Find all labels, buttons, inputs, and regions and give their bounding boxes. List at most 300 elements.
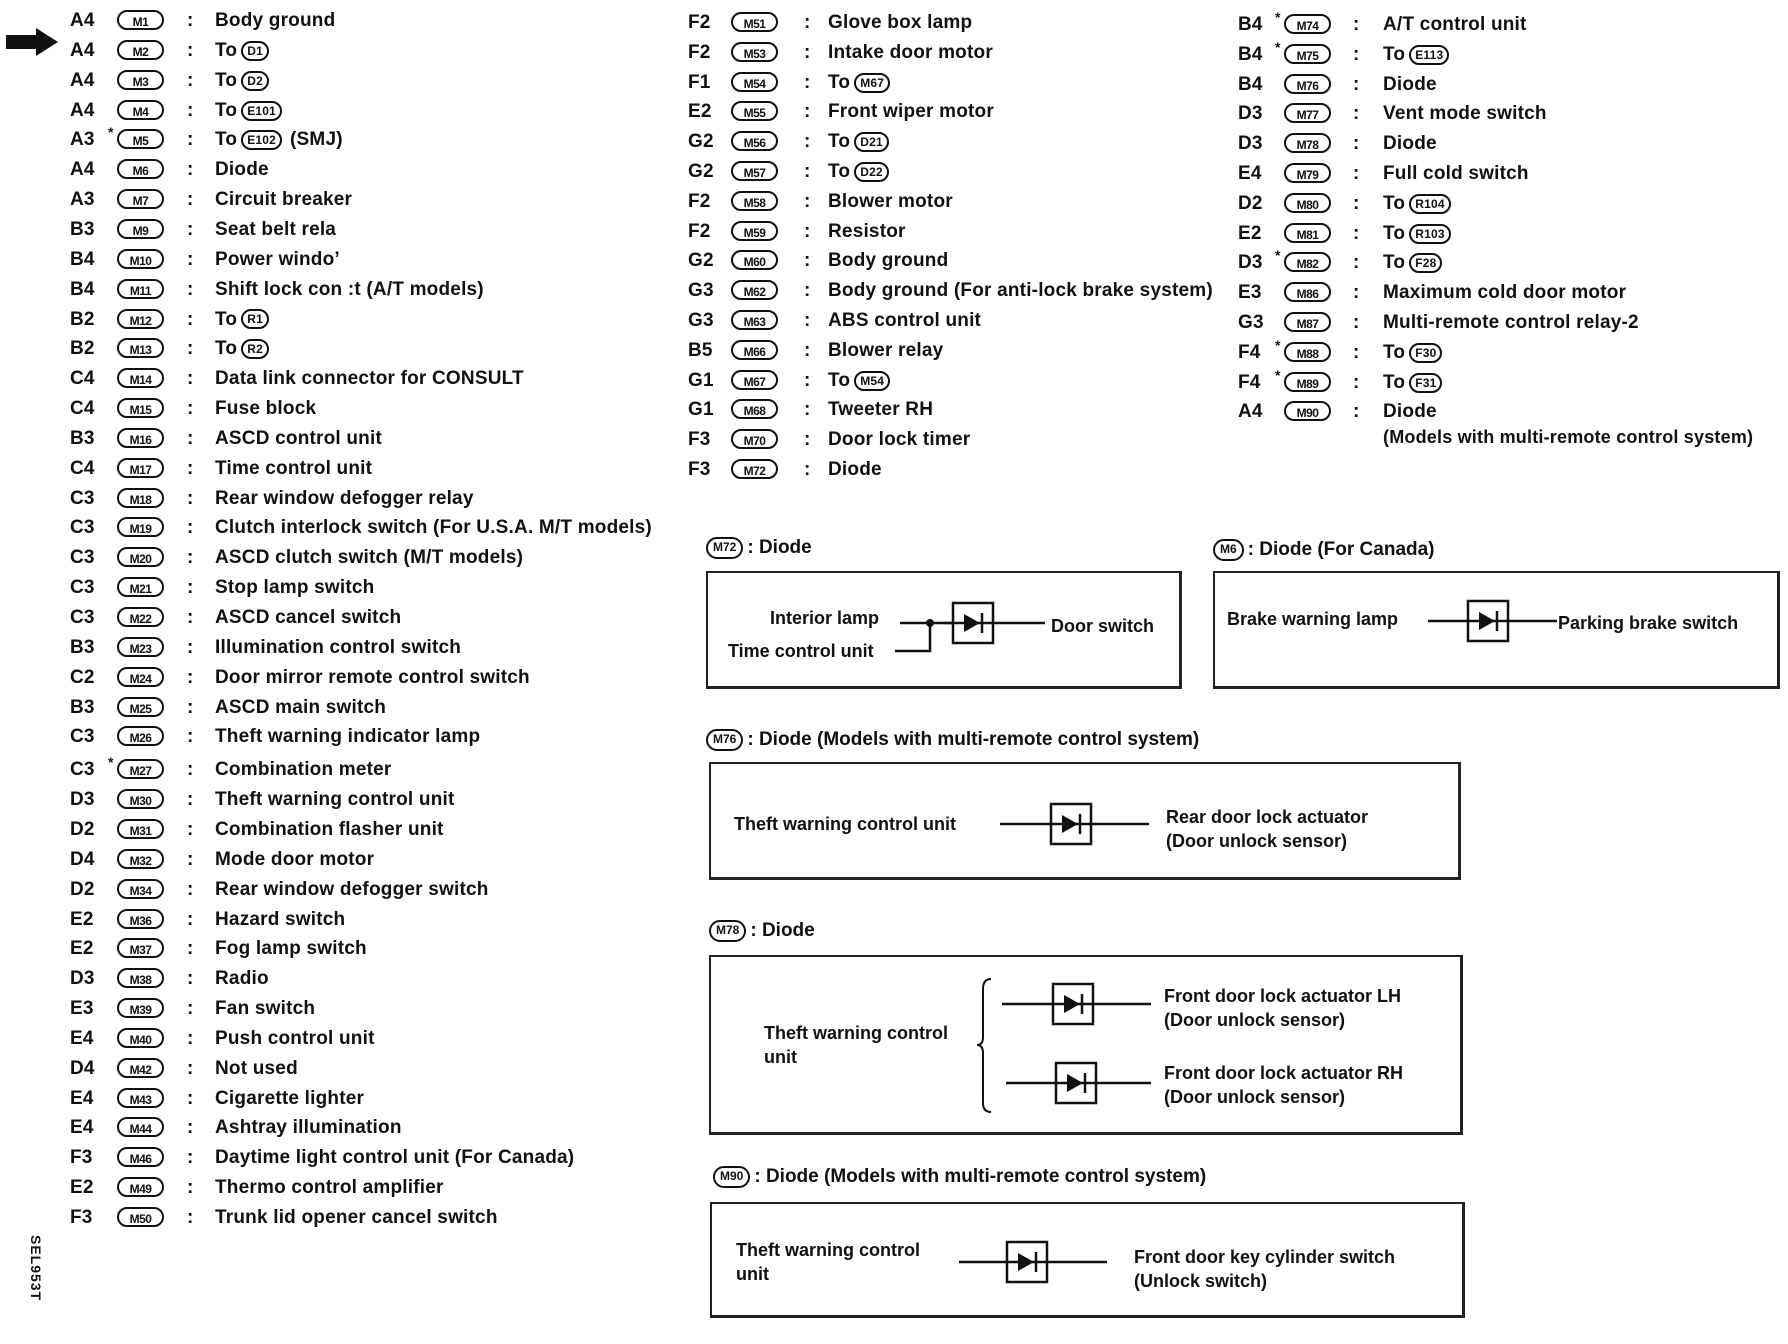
diagram-m76 xyxy=(709,762,1461,880)
connector-row xyxy=(70,695,710,721)
connector-row xyxy=(688,99,1248,125)
description-text: Theft warning indicator lamp xyxy=(215,726,481,748)
grid-reference: B4 xyxy=(1238,43,1263,65)
diagram-m90-title: M90 : Diode (Models with multi-remote control system) xyxy=(713,1166,1206,1188)
connector-row xyxy=(70,1026,710,1052)
diode-symbol xyxy=(708,573,1184,691)
separator: : xyxy=(804,250,811,272)
description-text: Illumination control switch xyxy=(215,636,462,658)
connector-badge: M36 xyxy=(117,909,164,929)
connector-badge: M18 xyxy=(117,488,164,508)
separator: : xyxy=(187,189,194,211)
grid-reference: E2 xyxy=(688,101,712,123)
connector-description xyxy=(1383,310,1639,336)
target-connector-badge: E101 xyxy=(241,101,282,121)
connector-description xyxy=(215,907,345,933)
connector-badge: M43 xyxy=(117,1088,164,1108)
description-note: (Models with multi-remote control system) xyxy=(1383,427,1754,448)
connector-description xyxy=(828,159,889,185)
diagram-label: unit xyxy=(736,1264,769,1284)
description-text: To xyxy=(1383,192,1406,214)
diagram-label: Interior lamp xyxy=(770,608,880,628)
connector-badge: M68 xyxy=(731,399,778,419)
grid-reference: C3 xyxy=(70,577,95,599)
separator: : xyxy=(187,878,194,900)
connector-description xyxy=(215,396,316,422)
separator: : xyxy=(1353,312,1360,333)
separator: : xyxy=(804,339,811,361)
connector-badge: M13 xyxy=(117,338,164,358)
connector-row xyxy=(688,219,1248,245)
connector-badge: M4 xyxy=(117,100,164,120)
connector-description xyxy=(828,40,993,66)
connector-description xyxy=(215,635,461,661)
diagram-m72-title: M72 : Diode xyxy=(706,537,812,559)
separator: : xyxy=(187,1117,194,1139)
description-text: Seat belt rela xyxy=(215,218,337,240)
grid-reference: E4 xyxy=(1238,163,1262,184)
description-text: Tweeter RH xyxy=(828,399,934,421)
connector-badge: M79 xyxy=(1284,163,1331,183)
connector-row xyxy=(70,98,710,124)
connector-description xyxy=(215,127,343,153)
diode-symbol xyxy=(712,1204,1467,1320)
separator: : xyxy=(187,998,194,1020)
asterisk-marker: * xyxy=(1275,9,1281,25)
connector-badge: M30 xyxy=(117,789,164,809)
diagram-label: Rear door lock actuator xyxy=(1166,807,1369,827)
separator: : xyxy=(187,818,194,840)
description-text: To xyxy=(1383,341,1406,363)
connector-row xyxy=(70,605,710,631)
description-text: Diode xyxy=(828,459,882,480)
diagram-label: Brake warning lamp xyxy=(1227,609,1399,629)
diagram-m6 xyxy=(1213,571,1780,689)
connector-description xyxy=(1383,399,1754,448)
connector-description xyxy=(828,189,953,215)
connector-description xyxy=(1383,161,1529,187)
grid-reference: D2 xyxy=(70,878,95,900)
grid-reference: C3 xyxy=(70,726,95,748)
connector-row xyxy=(1238,191,1786,217)
connector-description xyxy=(215,575,374,601)
connector-row xyxy=(1238,101,1786,127)
target-connector-badge: D21 xyxy=(854,132,889,152)
connector-badge: M23 xyxy=(117,637,164,657)
separator: : xyxy=(187,636,194,658)
grid-reference: B3 xyxy=(70,636,95,658)
connector-description xyxy=(215,247,340,273)
connector-description xyxy=(215,966,269,992)
connector-badge: M10 xyxy=(117,249,164,269)
separator: : xyxy=(1353,103,1360,125)
grid-reference: F3 xyxy=(688,429,711,451)
connector-description xyxy=(828,338,943,364)
target-connector-badge: M54 xyxy=(854,371,890,391)
grid-reference: E2 xyxy=(70,1177,94,1199)
target-connector-badge: D2 xyxy=(241,71,269,91)
diagram-label: Parking brake switch xyxy=(1558,613,1739,633)
separator: : xyxy=(1353,192,1360,214)
separator: : xyxy=(804,369,811,391)
separator: : xyxy=(187,278,194,300)
description-text: Diode xyxy=(1383,133,1437,155)
diagram-label: unit xyxy=(764,1047,797,1067)
connector-row xyxy=(70,936,710,962)
separator: : xyxy=(187,129,194,151)
separator: : xyxy=(187,696,194,718)
connector-row xyxy=(70,817,710,843)
diode-symbol xyxy=(1215,573,1782,691)
description-text: ASCD main switch xyxy=(215,696,387,718)
separator: : xyxy=(187,1207,194,1228)
connector-row xyxy=(70,787,710,813)
connector-description xyxy=(828,129,889,155)
diagram-label: Door switch xyxy=(1051,616,1155,636)
connector-row xyxy=(70,247,710,273)
diagram-m90 xyxy=(710,1202,1465,1318)
grid-reference: D2 xyxy=(1238,192,1263,214)
arrow-right-icon xyxy=(6,28,58,56)
connector-row xyxy=(70,847,710,873)
connector-row xyxy=(1238,336,1786,366)
connector-description xyxy=(215,38,269,64)
connector-badge: M31 xyxy=(117,819,164,839)
grid-reference: F3 xyxy=(70,1147,93,1169)
connector-badge: M39 xyxy=(117,998,164,1018)
description-text: Maximum cold door motor xyxy=(1383,282,1627,304)
connector-badge: M16 xyxy=(117,428,164,448)
description-text: Rear window defogger switch xyxy=(215,878,489,900)
connector-badge: M38 xyxy=(117,968,164,988)
description-text: ABS control unit xyxy=(828,310,982,331)
grid-reference: B5 xyxy=(688,339,713,361)
connector-description xyxy=(215,486,474,512)
connector-badge: M54 xyxy=(731,72,778,92)
diagram-m72 xyxy=(706,571,1182,689)
diagram-label: (Unlock switch) xyxy=(1134,1271,1268,1291)
connector-description xyxy=(215,98,282,124)
description-text: To xyxy=(215,69,238,91)
connector-badge: M22 xyxy=(117,607,164,627)
connector-badge: M67 xyxy=(731,370,778,390)
connector-row xyxy=(1238,247,1786,276)
grid-reference: C4 xyxy=(70,398,95,420)
connector-description xyxy=(215,277,484,303)
connector-row xyxy=(688,70,1248,96)
grid-reference: F2 xyxy=(688,190,711,212)
grid-reference: C3 xyxy=(70,759,95,781)
connector-description xyxy=(215,68,269,94)
grid-reference: F3 xyxy=(688,459,711,480)
description-text: Full cold switch xyxy=(1383,163,1529,184)
target-connector-badge: R2 xyxy=(241,339,269,359)
connector-badge: M86 xyxy=(1284,282,1331,302)
separator: : xyxy=(187,1027,194,1049)
separator: : xyxy=(1353,163,1360,184)
description-text: Data link connector for CONSULT xyxy=(215,368,524,390)
grid-reference: D3 xyxy=(70,789,95,811)
connector-badge: M63 xyxy=(731,310,778,330)
separator: : xyxy=(804,310,811,331)
separator: : xyxy=(187,487,194,509)
description-text: Door mirror remote control switch xyxy=(215,666,530,688)
separator: : xyxy=(1353,341,1360,363)
grid-reference: G2 xyxy=(688,131,714,153)
connector-row xyxy=(688,159,1248,185)
grid-reference: F2 xyxy=(688,220,711,242)
separator: : xyxy=(1353,282,1360,304)
connector-badge: M87 xyxy=(1284,312,1331,332)
connector-badge: M14 xyxy=(117,368,164,388)
connector-badge: M72 xyxy=(706,537,743,559)
diagram-label: (Door unlock sensor) xyxy=(1164,1010,1346,1030)
connector-row xyxy=(70,38,710,64)
connector-description xyxy=(215,1205,498,1231)
connector-badge: M24 xyxy=(117,667,164,687)
separator: : xyxy=(1353,73,1360,95)
grid-reference: F4 xyxy=(1238,371,1261,393)
target-connector-badge: R104 xyxy=(1409,194,1451,214)
connector-description xyxy=(1383,370,1442,396)
connector-row xyxy=(688,278,1248,304)
grid-reference: C2 xyxy=(70,666,95,688)
separator: : xyxy=(804,190,811,212)
connector-badge: M76 xyxy=(706,729,743,751)
description-text: Door lock timer xyxy=(828,429,971,451)
connector-badge: M72 xyxy=(731,459,778,479)
connector-description xyxy=(215,336,269,362)
connector-description xyxy=(828,457,882,483)
diagram-label: (Door unlock sensor) xyxy=(1166,831,1348,851)
description-text: Multi-remote control relay-2 xyxy=(1383,312,1639,333)
description-text: ASCD control unit xyxy=(215,427,382,449)
grid-reference: E3 xyxy=(1238,282,1262,304)
connector-description xyxy=(215,605,401,631)
connector-row xyxy=(70,877,710,903)
diagram-label: Front door lock actuator RH xyxy=(1164,1063,1404,1083)
connector-row xyxy=(70,575,710,601)
connector-description xyxy=(215,515,652,541)
description-text: Fuse block xyxy=(215,398,317,420)
connector-row xyxy=(70,456,710,482)
connector-badge: M40 xyxy=(117,1028,164,1048)
separator: : xyxy=(187,759,194,781)
description-text: Blower motor xyxy=(828,190,953,212)
separator: : xyxy=(187,547,194,569)
grid-reference: E2 xyxy=(70,908,94,930)
description-text: Diode xyxy=(215,159,269,181)
connector-badge: M25 xyxy=(117,697,164,717)
separator: : xyxy=(187,789,194,811)
description-text: ASCD cancel switch xyxy=(215,607,402,628)
asterisk-marker: * xyxy=(1275,336,1281,353)
separator: : xyxy=(804,101,811,123)
connector-description xyxy=(215,307,269,333)
connector-row xyxy=(70,396,710,422)
description-text: Daytime light control unit (For Canada) xyxy=(215,1147,575,1169)
separator: : xyxy=(187,39,194,61)
connector-row xyxy=(688,427,1248,453)
target-connector-badge: M67 xyxy=(854,73,890,93)
connector-row xyxy=(70,665,710,691)
connector-description xyxy=(1383,42,1449,68)
description-text: Rear window defogger relay xyxy=(215,487,474,509)
grid-reference: A3 xyxy=(70,129,95,151)
connector-badge: M3 xyxy=(117,70,164,90)
connector-row xyxy=(70,68,710,94)
separator: : xyxy=(804,280,811,302)
separator: : xyxy=(187,457,194,479)
connector-description xyxy=(215,426,382,452)
connector-description xyxy=(215,366,524,392)
separator: : xyxy=(187,69,194,91)
connector-description xyxy=(1383,221,1451,247)
connector-badge: M60 xyxy=(731,250,778,270)
target-connector-badge: F28 xyxy=(1409,253,1442,273)
connector-row xyxy=(688,338,1248,364)
separator: : xyxy=(1353,133,1360,155)
grid-reference: G1 xyxy=(688,399,714,421)
target-connector-badge: F30 xyxy=(1409,343,1442,363)
connector-badge: M42 xyxy=(117,1058,164,1078)
grid-reference: A4 xyxy=(70,99,95,121)
description-text: Stop lamp switch xyxy=(215,577,375,599)
grid-reference: C3 xyxy=(70,487,95,509)
connector-row xyxy=(70,8,710,34)
separator: : xyxy=(187,517,194,539)
grid-reference: C4 xyxy=(70,457,95,479)
separator: : xyxy=(187,848,194,870)
grid-reference: D3 xyxy=(1238,133,1263,155)
connector-row xyxy=(1238,310,1786,336)
grid-reference: B3 xyxy=(70,696,95,718)
connector-row xyxy=(70,545,710,571)
grid-reference: A3 xyxy=(70,189,95,211)
connector-badge: M58 xyxy=(731,191,778,211)
description-text: To xyxy=(1383,222,1406,244)
description-text: Diode xyxy=(1383,73,1437,95)
separator: : xyxy=(804,71,811,93)
asterisk-marker: * xyxy=(1275,247,1281,264)
description-text: Ashtray illumination xyxy=(215,1117,402,1139)
description-text: Glove box lamp xyxy=(828,12,973,33)
connector-badge: M53 xyxy=(731,42,778,62)
connector-description xyxy=(215,665,530,691)
grid-reference: C3 xyxy=(70,607,95,628)
description-text: Intake door motor xyxy=(828,41,993,63)
connector-row xyxy=(70,724,710,750)
connector-row xyxy=(70,217,710,243)
connector-row xyxy=(1238,72,1786,98)
description-text: To xyxy=(215,39,238,61)
connector-description xyxy=(215,187,352,213)
description-text: To xyxy=(1383,43,1406,65)
figure-code: SEL953T xyxy=(28,1235,44,1302)
connector-description xyxy=(215,787,455,813)
separator: : xyxy=(804,459,811,480)
description-text: Fan switch xyxy=(215,998,316,1020)
connector-badge: M1 xyxy=(117,10,164,30)
description-text: To xyxy=(828,131,851,153)
connector-description xyxy=(1383,131,1437,157)
connector-badge: M6 xyxy=(117,159,164,179)
connector-badge: M34 xyxy=(117,879,164,899)
separator: : xyxy=(804,41,811,63)
separator: : xyxy=(804,161,811,182)
description-text: Theft warning control unit xyxy=(215,789,455,811)
description-text: Hazard switch xyxy=(215,908,346,930)
connector-row xyxy=(70,1145,710,1171)
connector-description xyxy=(828,10,972,36)
description-text: Cigarette lighter xyxy=(215,1087,365,1109)
separator: : xyxy=(187,218,194,240)
connector-row xyxy=(1238,280,1786,306)
asterisk-marker: * xyxy=(108,754,114,771)
connector-badge: M11 xyxy=(117,279,164,299)
separator: : xyxy=(187,159,194,181)
diagram-m78 xyxy=(709,955,1463,1135)
connector-badge: M44 xyxy=(117,1117,164,1137)
target-connector-badge: R103 xyxy=(1409,224,1451,244)
separator: : xyxy=(187,398,194,420)
diagram-label: Front door key cylinder switch xyxy=(1134,1247,1396,1267)
connector-badge: M9 xyxy=(117,219,164,239)
separator: : xyxy=(187,908,194,930)
grid-reference: D3 xyxy=(70,968,95,990)
target-connector-badge: E113 xyxy=(1409,45,1449,65)
description-text: Time control unit xyxy=(215,457,373,479)
grid-reference: E4 xyxy=(70,1087,94,1109)
grid-reference: F2 xyxy=(688,12,711,33)
connector-row xyxy=(1238,38,1786,68)
connector-badge: M32 xyxy=(117,849,164,869)
separator: : xyxy=(187,577,194,599)
asterisk-marker: * xyxy=(1275,366,1281,383)
description-text: Clutch interlock switch (For U.S.A. M/T models) xyxy=(215,517,652,539)
grid-reference: E2 xyxy=(70,938,94,960)
connector-description xyxy=(1383,72,1437,98)
connector-description xyxy=(215,545,523,571)
connector-row xyxy=(688,397,1248,423)
connector-badge: M59 xyxy=(731,221,778,241)
connector-row xyxy=(70,907,710,933)
connector-row xyxy=(70,187,710,213)
description-text: Circuit breaker xyxy=(215,189,353,211)
connector-row xyxy=(70,426,710,452)
connector-description xyxy=(828,368,890,394)
connector-description xyxy=(215,1145,574,1171)
separator: : xyxy=(804,131,811,153)
connector-badge: M5 xyxy=(117,129,164,149)
connector-badge: M70 xyxy=(731,429,778,449)
connector-row xyxy=(688,457,1248,483)
grid-reference: D2 xyxy=(70,818,95,840)
description-text: To xyxy=(828,71,851,93)
connector-description xyxy=(215,1086,364,1112)
grid-reference: B3 xyxy=(70,218,95,240)
grid-reference: D3 xyxy=(1238,103,1263,125)
connector-badge: M78 xyxy=(1284,133,1331,153)
connector-badge: M6 xyxy=(1213,539,1244,561)
connector-row xyxy=(1238,9,1786,38)
separator: : xyxy=(187,10,194,31)
grid-reference: C3 xyxy=(70,517,95,539)
grid-reference: E4 xyxy=(70,1027,94,1049)
connector-description xyxy=(828,219,906,245)
connector-badge: M89 xyxy=(1284,372,1331,392)
connector-row xyxy=(688,248,1248,274)
